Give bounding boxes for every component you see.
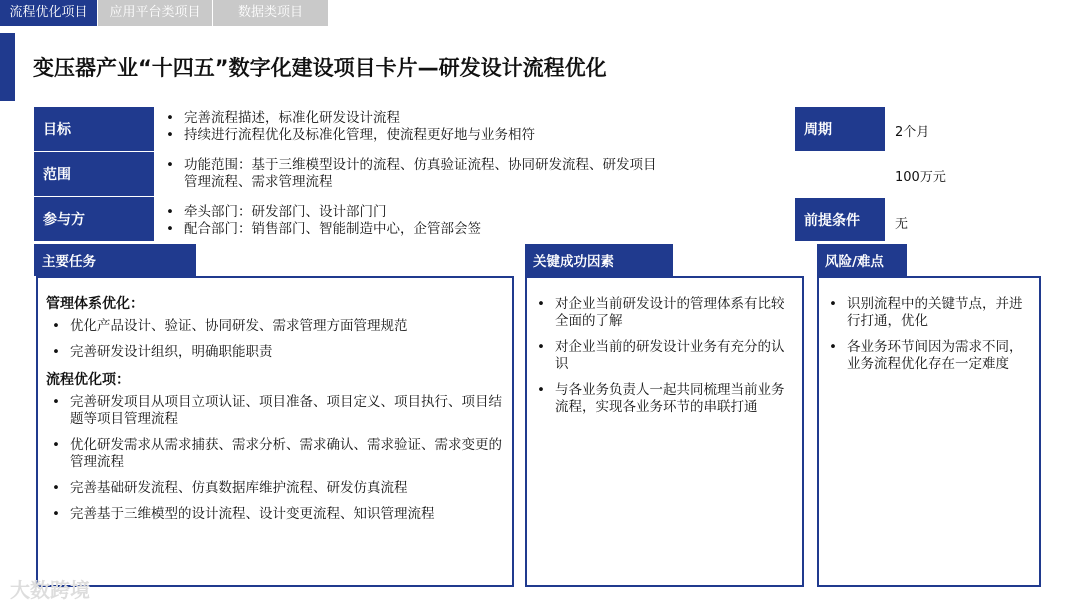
party-item: • 配合部门：销售部门、智能制造中心，企管部会签 — [160, 221, 720, 238]
tasks-header: 主要任务 — [34, 244, 196, 276]
goal-label: 目标 — [34, 107, 154, 151]
page-title: 变压器产业“十四五”数字化建设项目卡片—研发设计流程优化 — [33, 56, 607, 80]
scope-label: 范围 — [34, 152, 154, 196]
risk-panel — [817, 276, 1041, 587]
task-item: • 完善研发项目从项目立项认证、项目准备、项目定义、项目执行、项目结题等项目管理流程 — [46, 394, 502, 428]
scope-item: • 功能范围：基于三维模型设计的流程、仿真验证流程、协同研发流程、研发项目管理流程、需求管理流程 — [160, 157, 660, 191]
period-value: 2个月 — [895, 125, 930, 140]
goal-item: • 持续进行流程优化及标准化管理，使流程更好地与业务相符 — [160, 127, 720, 144]
watermark-logo: 大数跨境 — [10, 578, 90, 602]
ksf-header: 关键成功因素 — [525, 244, 673, 276]
prereq-value: 无 — [895, 217, 909, 232]
party-item: • 牵头部门：研发部门、设计部门门 — [160, 204, 720, 221]
period-label: 周期 — [795, 107, 885, 151]
task-item: • 优化研发需求从需求捕获、需求分析、需求确认、需求验证、需求变更的管理流程 — [46, 437, 502, 471]
risk-item: • 各业务环节间因为需求不同，业务流程优化存在一定难度 — [823, 339, 1031, 373]
tasks-panel — [36, 276, 514, 587]
scope-list — [160, 157, 660, 191]
tasks-section-title: 流程优化项： — [46, 372, 130, 388]
title-accent-bar — [0, 33, 15, 101]
goal-list — [160, 110, 720, 144]
goal-item: • 完善流程描述，标准化研发设计流程 — [160, 110, 720, 127]
party-label: 参与方 — [34, 197, 154, 241]
ksf-item: • 对企业当前研发设计的管理体系有比较全面的了解 — [531, 296, 792, 330]
prereq-label: 前提条件 — [795, 198, 885, 241]
risk-header: 风险/难点 — [817, 244, 907, 276]
tab-data-projects[interactable]: 数据类项目 — [213, 0, 328, 26]
task-item: • 优化产品设计、验证、协同研发、需求管理方面管理规范 — [46, 318, 502, 335]
ksf-panel — [525, 276, 804, 587]
tab-process-optimization[interactable]: 流程优化项目 — [0, 0, 97, 26]
task-item: • 完善研发设计组织，明确职能职责 — [46, 344, 502, 361]
tasks-section-title: 管理体系优化： — [46, 296, 144, 312]
task-item: • 完善基础研发流程、仿真数据库维护流程、研发仿真流程 — [46, 480, 502, 497]
party-list — [160, 204, 720, 238]
task-item: • 完善基于三维模型的设计流程、设计变更流程、知识管理流程 — [46, 506, 502, 523]
risk-item: • 识别流程中的关键节点，并进行打通，优化 — [823, 296, 1031, 330]
ksf-item: • 对企业当前的研发设计业务有充分的认识 — [531, 339, 792, 373]
budget-value: 100万元 — [895, 170, 946, 185]
tab-application-platform[interactable]: 应用平台类项目 — [98, 0, 212, 26]
ksf-item: • 与各业务负责人一起共同梳理当前业务流程，实现各业务环节的串联打通 — [531, 382, 792, 416]
